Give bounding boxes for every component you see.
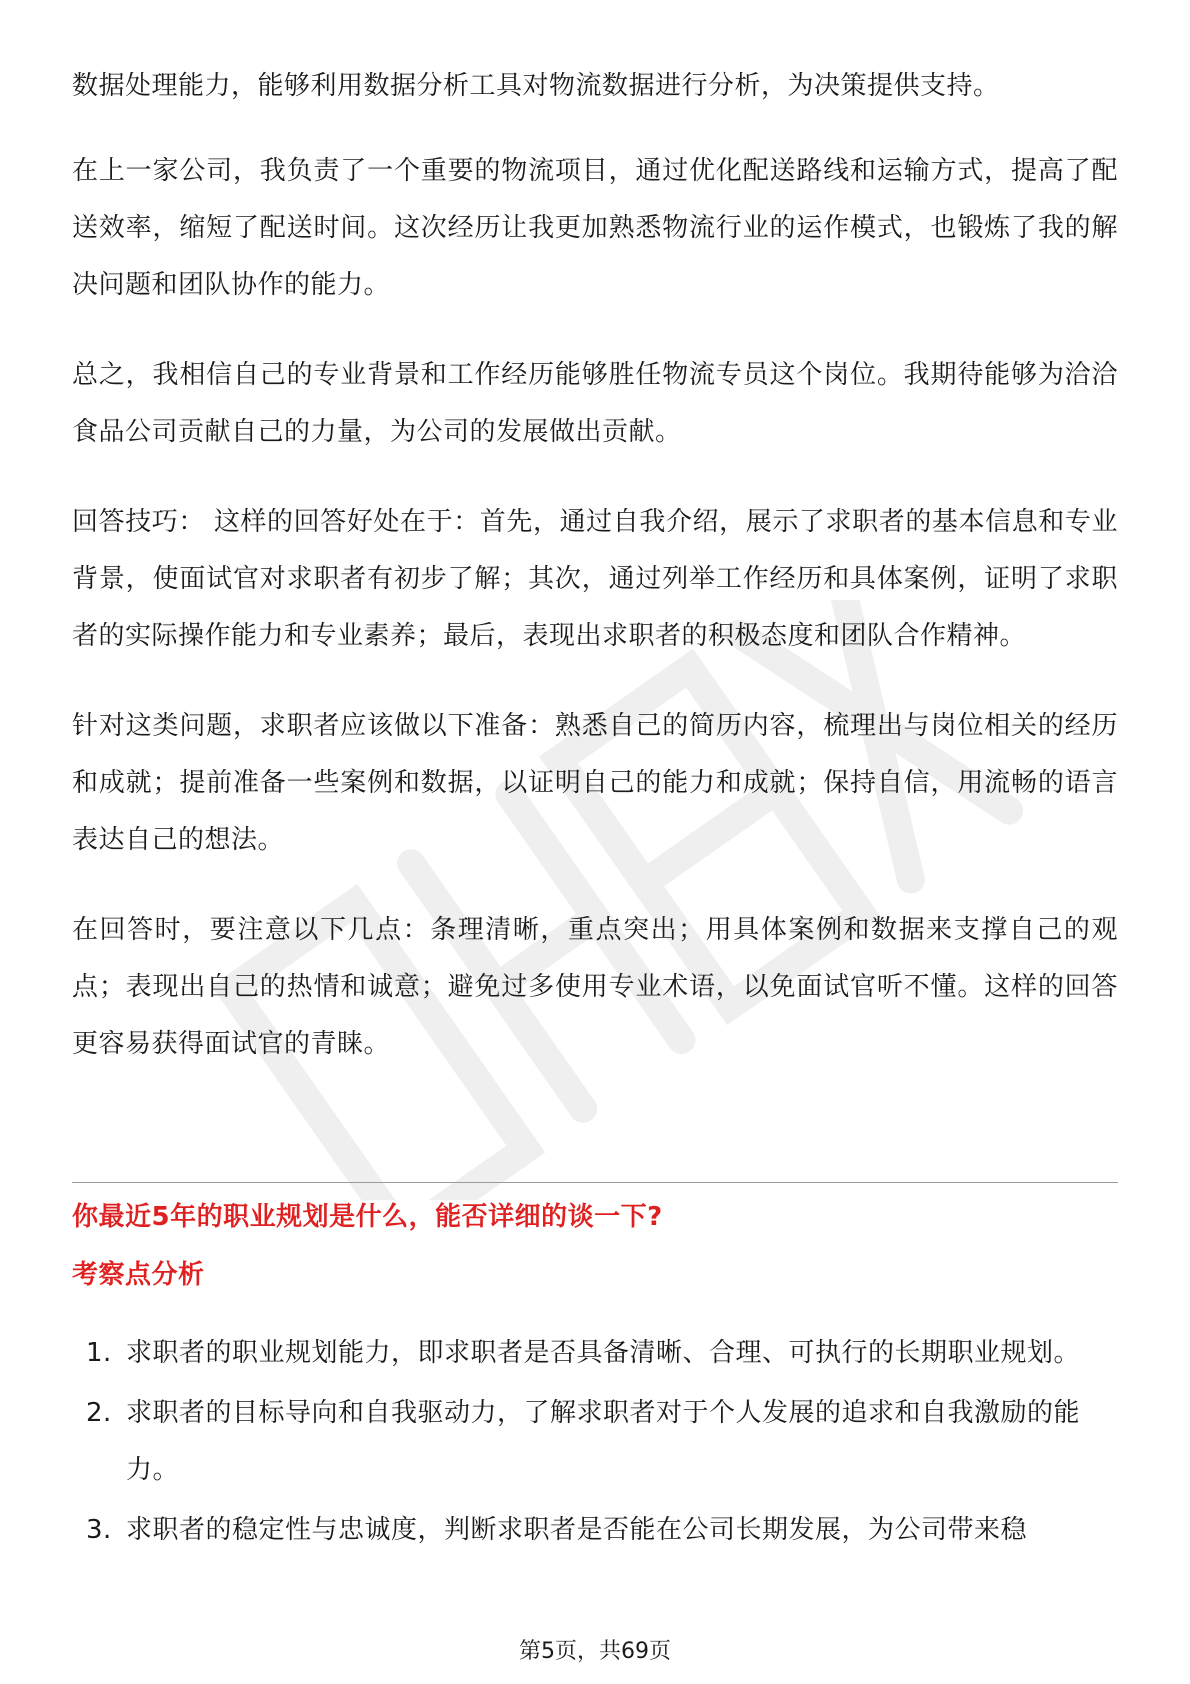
paragraph-answer-tips: 回答技巧： 这样的回答好处在于：首先，通过自我介绍，展示了求职者的基本信息和专业背景，使面试官对求职者有初步了解；其次，通过列举工作经历和具体案例，证明了求职者的实际操作能力和专业素养；最后，表现出求职者的积极态度和团队合作精神。 <box>72 507 1118 651</box>
section-divider <box>72 1182 1118 1183</box>
list-item-number: 1. <box>86 1338 112 1368</box>
paragraph-preparation: 针对这类问题，求职者应该做以下准备：熟悉自己的简历内容，梳理出与岗位相关的经历和成就；提前准备一些案例和数据，以证明自己的能力和成就；保持自信，用流畅的语言表达自己的想法。 <box>72 711 1118 855</box>
paragraph-data-skills: 数据处理能力，能够利用数据分析工具对物流数据进行分析，为决策提供支持。 <box>72 71 1000 101</box>
paragraph-summary: 总之，我相信自己的专业背景和工作经历能够胜任物流专员这个岗位。我期待能够为洽洽食品公司贡献自己的力量，为公司的发展做出贡献。 <box>72 360 1118 447</box>
page-footer: 第5页，共69页 <box>519 1639 671 1664</box>
question-heading: 你最近5年的职业规划是什么，能否详细的谈一下? <box>72 1202 663 1232</box>
analysis-list <box>72 1325 1118 1562</box>
list-item-number: 3. <box>86 1515 112 1545</box>
list-item-text: 求职者的职业规划能力，即求职者是否具备清晰、合理、可执行的长期职业规划。 <box>126 1338 1081 1368</box>
paragraph-project-experience: 在上一家公司，我负责了一个重要的物流项目，通过优化配送路线和运输方式，提高了配送效率，缩短了配送时间。这次经历让我更加熟悉物流行业的运作模式，也锻炼了我的解决问题和团队协作的能力。 <box>72 156 1118 300</box>
list-item <box>72 1325 1118 1382</box>
list-item <box>72 1502 1118 1559</box>
analysis-heading: 考察点分析 <box>72 1260 205 1290</box>
list-item-text: 求职者的目标导向和自我驱动力，了解求职者对于个人发展的追求和自我激励的能力。 <box>126 1398 1081 1485</box>
list-item <box>72 1385 1118 1499</box>
list-item-number: 2. <box>86 1398 112 1428</box>
list-item-text: 求职者的稳定性与忠诚度，判断求职者是否能在公司长期发展，为公司带来稳 <box>126 1515 1028 1545</box>
document-body <box>72 58 1118 1106</box>
paragraph-answer-notes: 在回答时，要注意以下几点：条理清晰，重点突出；用具体案例和数据来支撑自己的观点；表现出自己的热情和诚意；避免过多使用专业术语，以免面试官听不懂。这样的回答更容易获得面试官的青睐。 <box>72 915 1118 1059</box>
